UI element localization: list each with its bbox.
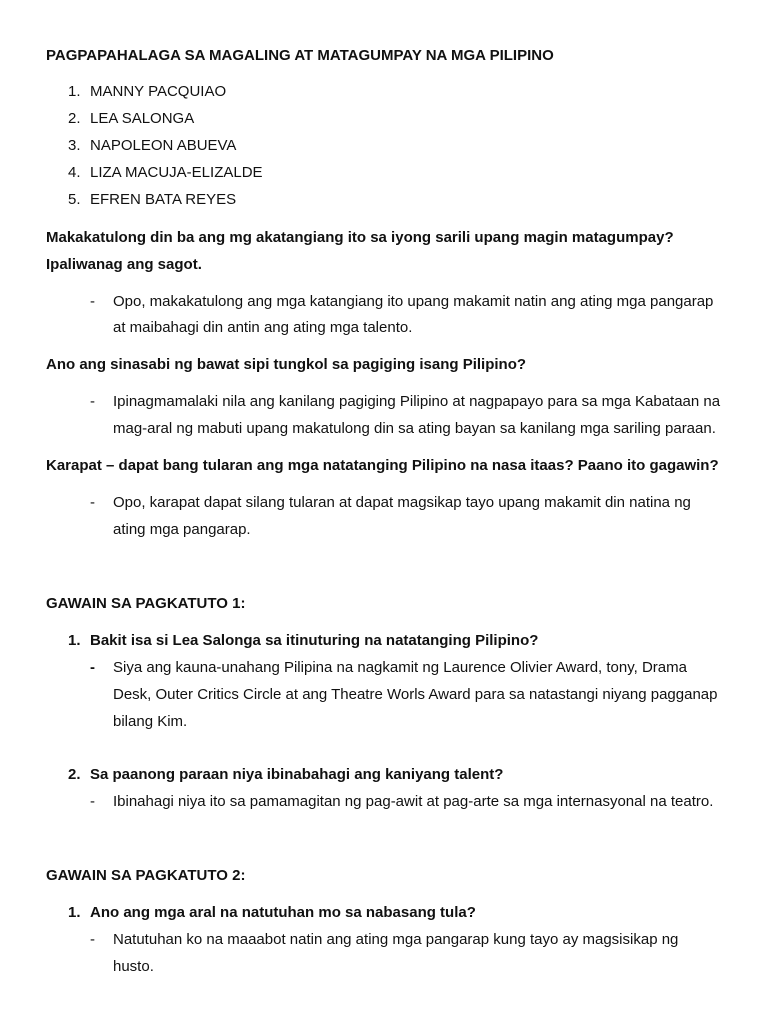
list-item: MANNY PACQUIAO [90, 83, 227, 100]
item-number: 1. [68, 904, 81, 921]
answer-dash: - [90, 494, 95, 511]
item-question: Bakit isa si Lea Salonga sa itinuturing na natatanging Pilipino? [90, 632, 539, 649]
answer-text: Natutuhan ko na maaabot natin ang ating mga pangarap kung tayo ay magsisikap ng [113, 931, 679, 948]
answer-dash: - [90, 293, 95, 310]
answer-text: bilang Kim. [113, 713, 188, 730]
list-number: 1. [68, 83, 81, 100]
answer-text: at maibahagi din antin ang ating mga talento. [113, 319, 413, 336]
answer-text: ating mga pangarap. [113, 521, 251, 538]
list-item: EFREN BATA REYES [90, 191, 237, 208]
question-heading: Ipaliwanag ang sagot. [46, 256, 202, 273]
answer-dash: - [90, 931, 95, 948]
answer-dash: - [90, 793, 95, 810]
list-item: LEA SALONGA [90, 110, 195, 127]
answer-text: Opo, karapat dapat silang tularan at dapat magsikap tayo upang makamit din natina ng [113, 494, 691, 511]
list-item: NAPOLEON ABUEVA [90, 137, 237, 154]
answer-text: husto. [113, 958, 154, 975]
list-number: 2. [68, 110, 81, 127]
question-heading: Makakatulong din ba ang mg akatangiang ito sa iyong sarili upang magin matagumpay? [46, 229, 674, 246]
answer-text: mag-aral ng mabuti upang makatulong din sa ating bayan sa kanilang mga sariling paraan. [113, 420, 716, 437]
item-question: Ano ang mga aral na natutuhan mo sa nabasang tula? [90, 904, 476, 921]
answer-text: Ibinahagi niya ito sa pamamagitan ng pag-awit at pag-arte sa mga internasyonal na teatro. [113, 793, 714, 810]
item-number: 1. [68, 632, 81, 649]
answer-text: Desk, Outer Critics Circle at ang Theatre Worls Award para sa natastangi niyang pagganap [113, 686, 718, 703]
document-title: PAGPAPAHALAGA SA MAGALING AT MATAGUMPAY NA MGA PILIPINO [46, 47, 554, 64]
question-heading: Ano ang sinasabi ng bawat sipi tungkol sa pagiging isang Pilipino? [46, 356, 527, 373]
list-number: 4. [68, 164, 81, 181]
list-number: 5. [68, 191, 81, 208]
section-heading: GAWAIN SA PAGKATUTO 1: [46, 595, 246, 612]
section-heading: GAWAIN SA PAGKATUTO 2: [46, 867, 246, 884]
answer-dash: - [90, 659, 95, 676]
answer-text: Opo, makakatulong ang mga katangiang ito upang makamit natin ang ating mga pangarap [113, 293, 714, 310]
answer-dash: - [90, 393, 95, 410]
question-heading: Karapat – dapat bang tularan ang mga natatanging Pilipino na nasa itaas? Paano ito gagawin? [46, 457, 719, 474]
list-item: LIZA MACUJA-ELIZALDE [90, 164, 263, 181]
answer-text: Ipinagmamalaki nila ang kanilang pagiging Pilipino at nagpapayo para sa mga Kabataan na [113, 393, 721, 410]
item-question: Sa paanong paraan niya ibinabahagi ang kaniyang talent? [90, 766, 504, 783]
item-number: 2. [68, 766, 81, 783]
list-number: 3. [68, 137, 81, 154]
answer-text: Siya ang kauna-unahang Pilipina na nagkamit ng Laurence Olivier Award, tony, Drama [113, 659, 687, 676]
